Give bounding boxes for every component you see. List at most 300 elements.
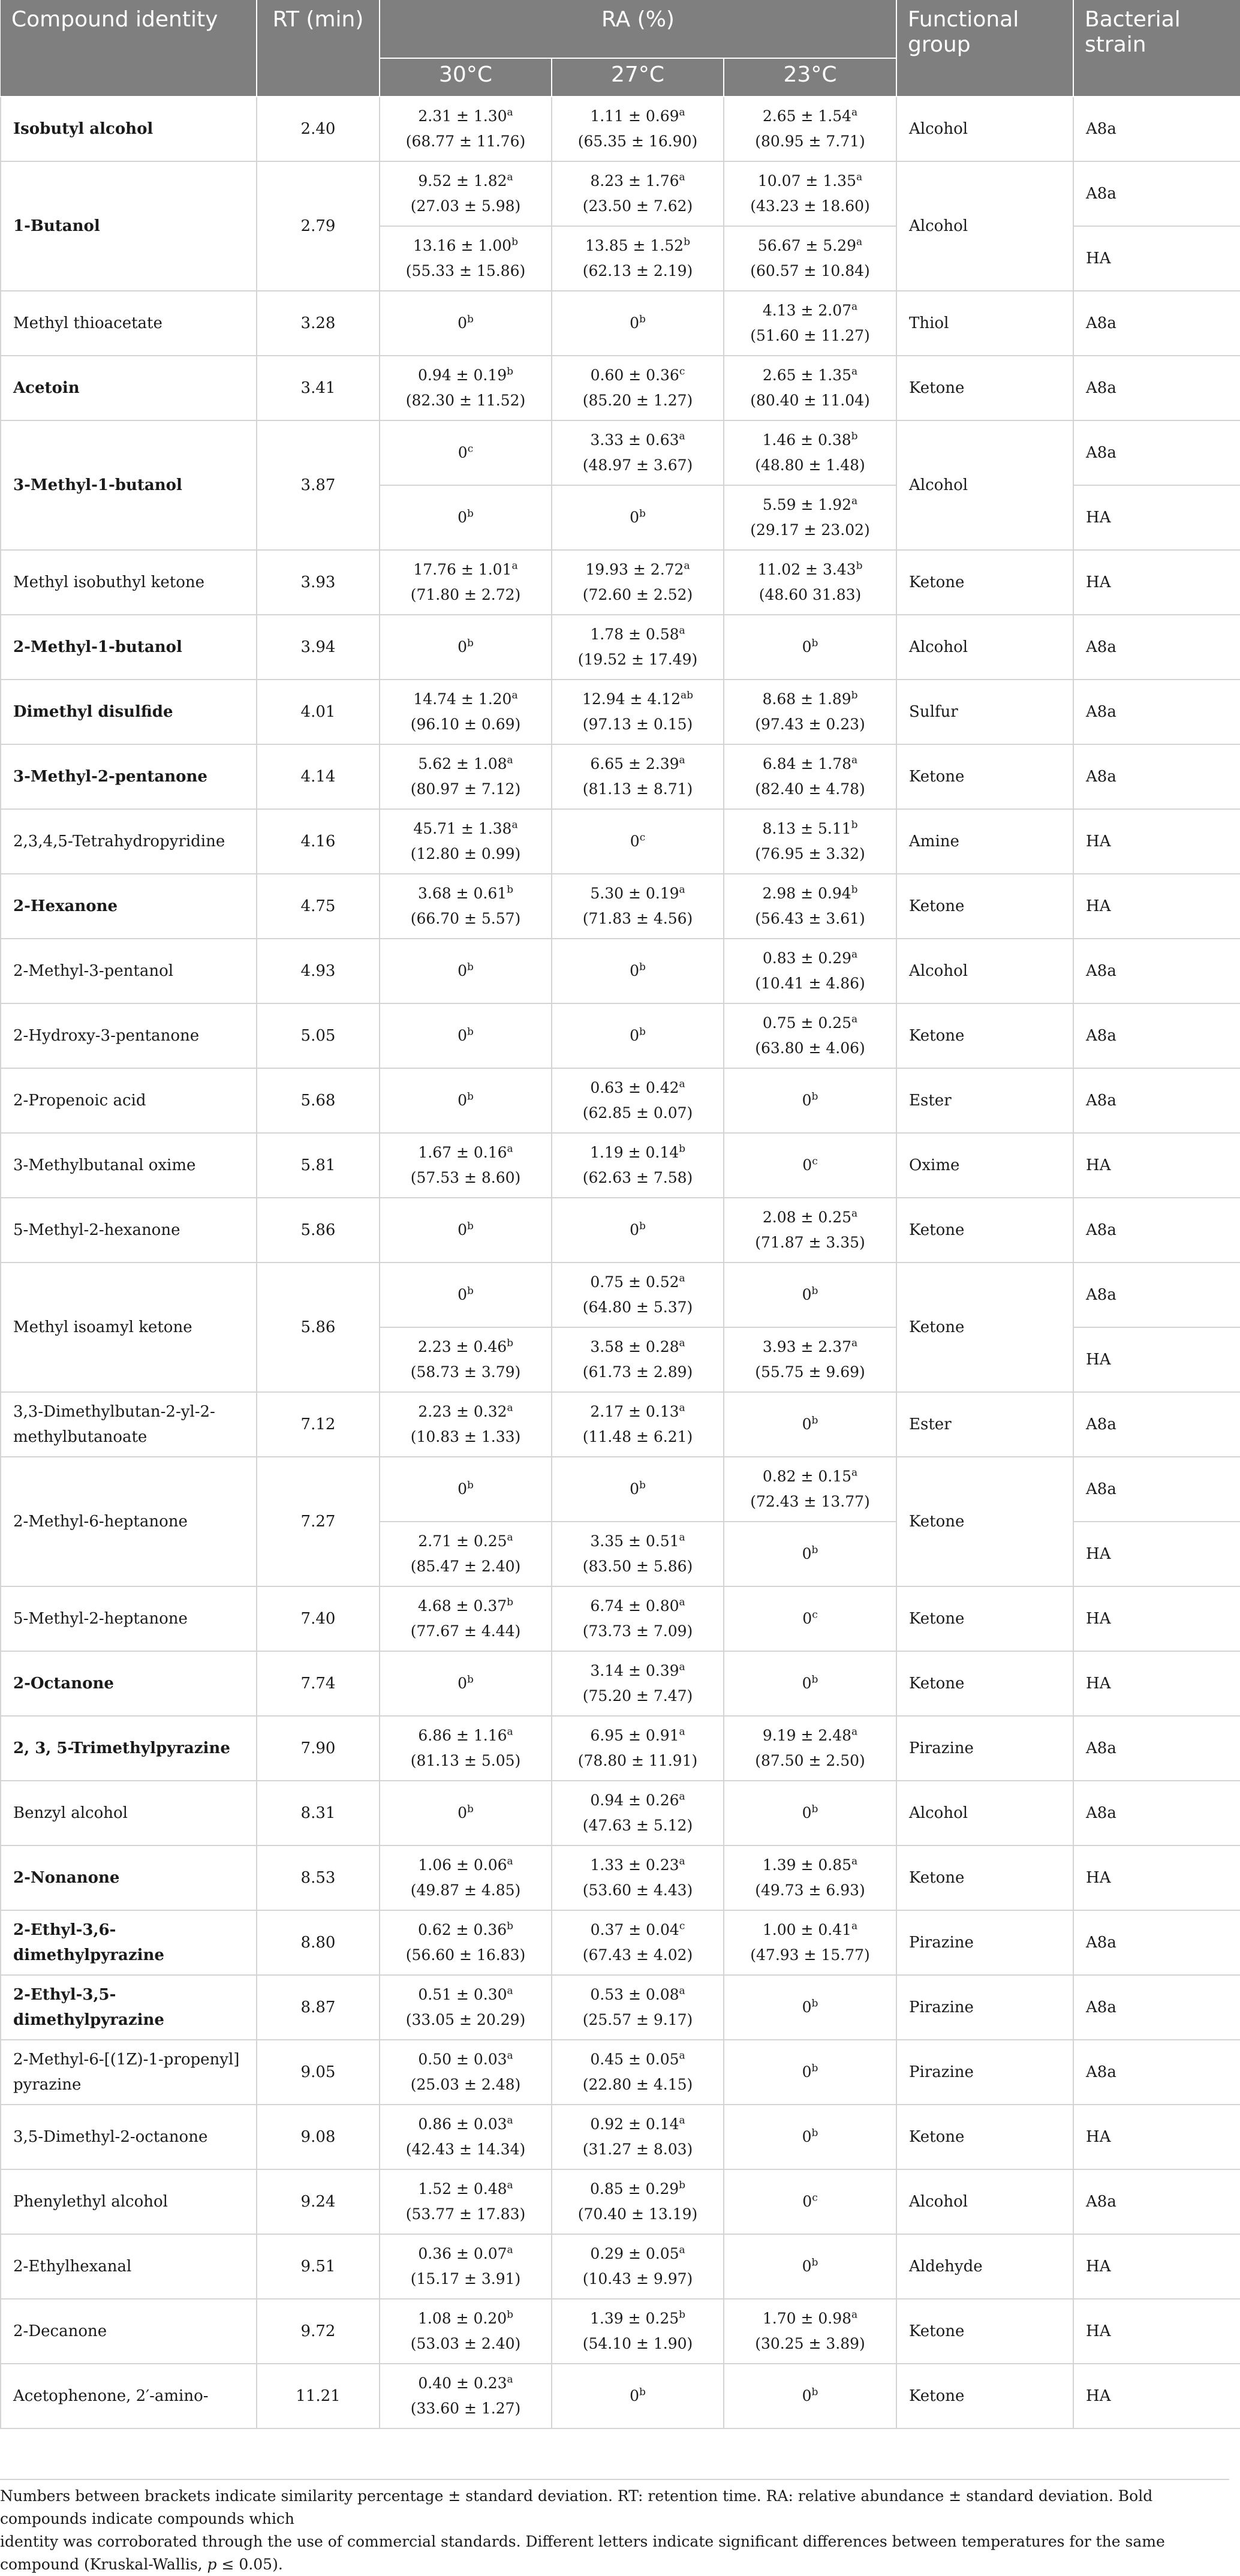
- compound-name: 3-Methyl-2-pentanone: [1, 744, 257, 809]
- ra-mean-value: 1.39 ± 0.25: [589, 2310, 679, 2327]
- ra-mean: [386, 1218, 545, 1243]
- ra-mean-value: 0.82 ± 0.15: [762, 1468, 852, 1485]
- functional-group: Alcohol: [896, 420, 1073, 550]
- retention-time: 11.21: [257, 2364, 380, 2428]
- ra-mean: [386, 816, 545, 841]
- significance-letter: a: [851, 1207, 858, 1220]
- significance-letter: b: [811, 1803, 818, 1815]
- ra-value-23c: [724, 2234, 896, 2299]
- significance-letter: b: [467, 1285, 474, 1297]
- ra-mean-value: 1.67 ± 0.16: [418, 1144, 507, 1161]
- ra-mean-value: 0: [458, 1286, 467, 1303]
- compound-name: 2,3,4,5-Tetrahydropyridine: [1, 809, 257, 874]
- table-row: [1, 1198, 1240, 1263]
- compound-name: 5-Methyl-2-heptanone: [1, 1586, 257, 1651]
- similarity-percentage: (75.20 ± 7.47): [582, 1687, 693, 1705]
- bacterial-strain: A8a: [1073, 1975, 1240, 2040]
- functional-group: Alcohol: [896, 939, 1073, 1003]
- table-row: [1, 615, 1240, 680]
- header-rt: RT (min): [257, 0, 380, 97]
- ra-mean: [386, 2306, 545, 2331]
- ra-mean-value: 0.94 ± 0.19: [417, 366, 507, 384]
- ra-value-23c: [724, 226, 896, 291]
- compound-name: Acetoin: [1, 356, 257, 420]
- functional-group: Ketone: [896, 1263, 1073, 1392]
- ra-mean-value: 0: [802, 1415, 812, 1433]
- ra-mean: [386, 1853, 545, 1878]
- significance-letter: b: [507, 1920, 514, 1932]
- compound-name: Phenylethyl alcohol: [1, 2169, 257, 2234]
- ra-mean-value: 0: [630, 314, 639, 332]
- retention-time: 7.90: [257, 1716, 380, 1781]
- bacterial-strain: HA: [1073, 1133, 1240, 1198]
- ra-value-23c: [724, 1586, 896, 1651]
- significance-letter: a: [507, 2179, 513, 2192]
- significance-letter: b: [851, 883, 858, 896]
- ra-mean-value: 1.39 ± 0.85: [762, 1856, 852, 1874]
- functional-group: Ester: [896, 1392, 1073, 1457]
- functional-group: Amine: [896, 809, 1073, 874]
- ra-mean: [730, 1801, 890, 1826]
- significance-letter: b: [811, 2062, 818, 2075]
- similarity-percentage: (56.43 ± 3.61): [755, 910, 865, 927]
- ra-mean: [558, 2306, 717, 2331]
- significance-letter: b: [507, 1596, 514, 1609]
- ra-mean: [386, 1088, 545, 1113]
- ra-value-23c: [724, 356, 896, 420]
- ra-mean: [730, 2124, 890, 2150]
- similarity-percentage: (82.30 ± 11.52): [405, 392, 526, 409]
- ra-mean: [558, 233, 717, 258]
- ra-mean: [558, 829, 717, 854]
- ra-value-23c: [724, 939, 896, 1003]
- ra-mean-value: 0: [802, 1675, 812, 1692]
- footnote-line-1: Numbers between brackets indicate similarity percentage ± standard deviation. RT: retention time. RA: relative abundance ± standard deviation. Bold compounds indicate compounds which: [0, 2487, 1153, 2527]
- ra-mean: [730, 1205, 890, 1230]
- ra-mean-value: 3.33 ± 0.63: [590, 431, 679, 449]
- retention-time: 8.53: [257, 1845, 380, 1910]
- ra-mean-value: 1.08 ± 0.20: [417, 2310, 507, 2327]
- functional-group: Pirazine: [896, 1910, 1073, 1975]
- functional-group: Ketone: [896, 874, 1073, 939]
- similarity-percentage: (80.97 ± 7.12): [410, 780, 521, 798]
- bacterial-strain: A8a: [1073, 1716, 1240, 1781]
- ra-mean-value: 0: [458, 1804, 467, 1821]
- ra-mean-value: 6.95 ± 0.91: [590, 1727, 679, 1744]
- ra-value-27c: [552, 939, 724, 1003]
- similarity-percentage: (71.87 ± 3.35): [755, 1234, 865, 1251]
- ra-value-23c: [724, 680, 896, 744]
- functional-group: Ketone: [896, 1651, 1073, 1716]
- compound-name: 2-Decanone: [1, 2299, 257, 2364]
- similarity-percentage: (53.60 ± 4.43): [582, 1881, 693, 1899]
- significance-letter: a: [679, 883, 685, 896]
- ra-value-30c: [380, 226, 552, 291]
- significance-letter: a: [851, 1855, 858, 1868]
- significance-letter: c: [812, 2192, 818, 2204]
- ra-mean: [558, 1723, 717, 1748]
- ra-value-30c: [380, 2234, 552, 2299]
- significance-letter: b: [811, 2386, 818, 2398]
- significance-letter: a: [507, 1985, 513, 1997]
- similarity-percentage: (15.17 ± 3.91): [410, 2270, 521, 2288]
- footnote-line-2b: ≤ 0.05).: [216, 2556, 283, 2573]
- significance-letter: b: [811, 2127, 818, 2139]
- significance-letter: c: [679, 365, 685, 378]
- retention-time: 7.40: [257, 1586, 380, 1651]
- table-row: [1, 1263, 1240, 1327]
- bacterial-strain: A8a: [1073, 161, 1240, 226]
- ra-value-23c: [724, 2105, 896, 2169]
- ra-value-23c: [724, 2169, 896, 2234]
- ra-mean-value: 10.07 ± 1.35: [757, 172, 856, 190]
- compound-name: Methyl isoamyl ketone: [1, 1263, 257, 1392]
- table-row: [1, 1716, 1240, 1781]
- ra-mean: [558, 1658, 717, 1684]
- compound-name: 2-Ethyl-3,5-dimethylpyrazine: [1, 1975, 257, 2040]
- significance-letter: a: [507, 171, 513, 184]
- table-row: [1, 1845, 1240, 1910]
- ra-mean: [730, 2306, 890, 2331]
- significance-letter: a: [679, 106, 685, 119]
- significance-letter: a: [851, 948, 858, 961]
- ra-mean-value: 0: [458, 1027, 467, 1044]
- similarity-percentage: (70.40 ± 13.19): [577, 2205, 698, 2223]
- similarity-percentage: (80.40 ± 11.04): [750, 392, 870, 409]
- ra-mean: [730, 2189, 890, 2214]
- functional-group: Ketone: [896, 1845, 1073, 1910]
- ra-mean: [730, 1011, 890, 1036]
- retention-time: 4.14: [257, 744, 380, 809]
- ra-value-30c: [380, 97, 552, 161]
- ra-value-23c: [724, 1198, 896, 1263]
- ra-mean: [730, 2254, 890, 2279]
- bacterial-strain: HA: [1073, 1651, 1240, 1716]
- significance-letter: b: [679, 2309, 686, 2321]
- ra-mean: [558, 1788, 717, 1813]
- ra-mean: [558, 363, 717, 388]
- ra-mean-value: 0.75 ± 0.52: [590, 1273, 679, 1291]
- retention-time: 7.74: [257, 1651, 380, 1716]
- significance-letter: c: [812, 1155, 818, 1168]
- similarity-percentage: (81.13 ± 8.71): [582, 780, 693, 798]
- retention-time: 3.41: [257, 356, 380, 420]
- functional-group: Pirazine: [896, 1975, 1073, 2040]
- header-functional-group: Functional group: [896, 0, 1073, 97]
- compound-name: 3,3-Dimethylbutan-2-yl-2-methylbutanoate: [1, 1392, 257, 1457]
- functional-group: Pirazine: [896, 1716, 1073, 1781]
- compound-name: 2-Methyl-1-butanol: [1, 615, 257, 680]
- ra-mean-value: 2.71 ± 0.25: [418, 1532, 507, 1550]
- ra-value-23c: [724, 1845, 896, 1910]
- similarity-percentage: (62.85 ± 0.07): [582, 1104, 693, 1122]
- ra-mean-value: 8.23 ± 1.76: [590, 172, 679, 190]
- ra-mean-value: 0.92 ± 0.14: [590, 2115, 679, 2133]
- ra-mean-value: 56.67 ± 5.29: [757, 237, 856, 254]
- table-row: [1, 1781, 1240, 1845]
- ra-mean: [558, 1917, 717, 1943]
- ra-mean: [730, 1153, 890, 1178]
- ra-mean: [558, 311, 717, 336]
- ra-mean: [558, 169, 717, 194]
- header-temp-30: 30°C: [380, 58, 552, 97]
- significance-letter: b: [679, 1143, 686, 1155]
- bacterial-strain: A8a: [1073, 1457, 1240, 1522]
- ra-mean-value: 6.84 ± 1.78: [762, 755, 852, 773]
- ra-mean-value: 4.13 ± 2.07: [762, 302, 852, 319]
- ra-mean-value: 0: [458, 314, 467, 332]
- ra-mean-value: 0.86 ± 0.03: [418, 2115, 507, 2133]
- ra-mean-value: 0.75 ± 0.25: [762, 1014, 852, 1032]
- compound-name: 2-Ethylhexanal: [1, 2234, 257, 2299]
- ra-value-30c: [380, 1003, 552, 1068]
- significance-letter: b: [639, 2386, 646, 2398]
- ra-value-30c: [380, 1392, 552, 1457]
- retention-time: 8.80: [257, 1910, 380, 1975]
- ra-mean-value: 0: [802, 2063, 812, 2081]
- bacterial-strain: A8a: [1073, 2040, 1240, 2105]
- ra-value-23c: [724, 1910, 896, 1975]
- ra-mean: [558, 1529, 717, 1554]
- ra-value-30c: [380, 161, 552, 226]
- functional-group: Sulfur: [896, 680, 1073, 744]
- ra-mean-value: 2.98 ± 0.94: [762, 885, 851, 902]
- retention-time: 8.31: [257, 1781, 380, 1845]
- ra-mean: [730, 492, 890, 518]
- significance-letter: ab: [681, 689, 694, 702]
- significance-letter: a: [507, 2049, 513, 2062]
- ra-mean-value: 0.62 ± 0.36: [417, 1921, 507, 1938]
- retention-time: 3.94: [257, 615, 380, 680]
- ra-mean: [386, 1723, 545, 1748]
- ra-mean: [386, 1140, 545, 1165]
- ra-value-30c: [380, 1845, 552, 1910]
- compound-name: Acetophenone, 2′-amino-: [1, 2364, 257, 2428]
- significance-letter: a: [679, 1531, 685, 1544]
- ra-mean-value: 0.36 ± 0.07: [418, 2245, 507, 2262]
- ra-mean: [558, 2241, 717, 2267]
- ra-mean: [386, 2112, 545, 2137]
- table-row: [1, 1910, 1240, 1975]
- ra-mean-value: 0.85 ± 0.29: [589, 2180, 679, 2198]
- ra-value-30c: [380, 356, 552, 420]
- bacterial-strain: A8a: [1073, 1198, 1240, 1263]
- significance-letter: c: [639, 831, 646, 844]
- significance-letter: a: [679, 171, 685, 184]
- ra-value-23c: [724, 550, 896, 615]
- significance-letter: a: [679, 1661, 685, 1673]
- ra-mean: [558, 752, 717, 777]
- functional-group: Ketone: [896, 550, 1073, 615]
- ra-value-30c: [380, 485, 552, 550]
- similarity-percentage: (49.87 ± 4.85): [410, 1881, 521, 1899]
- ra-value-27c: [552, 2169, 724, 2234]
- compound-name: Isobutyl alcohol: [1, 97, 257, 161]
- ra-mean: [730, 1606, 890, 1631]
- ra-value-23c: [724, 1522, 896, 1586]
- ra-mean-value: 2.23 ± 0.46: [417, 1338, 507, 1355]
- ra-mean-value: 3.58 ± 0.28: [590, 1338, 679, 1355]
- ra-value-30c: [380, 939, 552, 1003]
- ra-value-27c: [552, 1003, 724, 1068]
- significance-letter: b: [511, 236, 518, 248]
- similarity-percentage: (23.50 ± 7.62): [582, 197, 693, 215]
- bacterial-strain: A8a: [1073, 356, 1240, 420]
- retention-time: 9.05: [257, 2040, 380, 2105]
- ra-mean-value: 0: [458, 1221, 467, 1239]
- functional-group: Alcohol: [896, 161, 1073, 291]
- significance-letter: a: [856, 236, 863, 248]
- similarity-percentage: (22.80 ± 4.15): [582, 2076, 693, 2093]
- similarity-percentage: (87.50 ± 2.50): [755, 1752, 865, 1769]
- similarity-percentage: (60.57 ± 10.84): [750, 262, 870, 279]
- ra-value-23c: [724, 485, 896, 550]
- ra-value-30c: [380, 615, 552, 680]
- significance-letter: a: [679, 754, 685, 767]
- header-ra: RA (%): [380, 0, 896, 58]
- similarity-percentage: (49.73 ± 6.93): [755, 1881, 865, 1899]
- table-row: [1, 550, 1240, 615]
- significance-letter: b: [467, 1220, 474, 1233]
- ra-mean: [730, 816, 890, 841]
- retention-time: 3.93: [257, 550, 380, 615]
- ra-mean: [730, 363, 890, 388]
- table-row: [1, 356, 1240, 420]
- ra-value-30c: [380, 744, 552, 809]
- ra-mean-value: 0: [802, 1286, 812, 1303]
- ra-mean-value: 4.68 ± 0.37: [417, 1597, 507, 1615]
- ra-mean: [730, 1464, 890, 1489]
- bacterial-strain: A8a: [1073, 1781, 1240, 1845]
- significance-letter: a: [851, 495, 858, 507]
- ra-mean: [558, 1140, 717, 1165]
- bacterial-strain: HA: [1073, 1327, 1240, 1392]
- ra-value-27c: [552, 291, 724, 356]
- ra-value-27c: [552, 615, 724, 680]
- significance-letter: a: [679, 1337, 685, 1349]
- functional-group: Pirazine: [896, 2040, 1073, 2105]
- ra-mean-value: 9.19 ± 2.48: [762, 1727, 852, 1744]
- significance-letter: a: [679, 624, 685, 637]
- similarity-percentage: (48.97 ± 3.67): [582, 456, 693, 474]
- ra-mean: [730, 557, 890, 582]
- ra-mean-value: 0: [630, 509, 639, 526]
- table-row: [1, 2105, 1240, 2169]
- compound-name: Benzyl alcohol: [1, 1781, 257, 1845]
- ra-value-30c: [380, 1327, 552, 1392]
- ra-mean: [730, 687, 890, 712]
- ra-mean-value: 9.52 ± 1.82: [418, 172, 507, 190]
- table-row: [1, 2234, 1240, 2299]
- significance-letter: b: [467, 1479, 474, 1492]
- compound-name: 1-Butanol: [1, 161, 257, 291]
- ra-value-30c: [380, 1068, 552, 1133]
- compound-name: 2-Octanone: [1, 1651, 257, 1716]
- ra-mean-value: 0: [802, 1804, 812, 1821]
- similarity-percentage: (29.17 ± 23.02): [750, 521, 870, 539]
- table-row: [1, 1586, 1240, 1651]
- similarity-percentage: (71.80 ± 2.72): [410, 586, 521, 603]
- ra-mean-value: 0: [630, 832, 640, 850]
- bacterial-strain: A8a: [1073, 420, 1240, 485]
- ra-mean-value: 13.85 ± 1.52: [585, 237, 684, 254]
- ra-mean-value: 1.70 ± 0.98: [762, 2310, 852, 2327]
- table-row: [1, 161, 1240, 226]
- ra-mean-value: 0: [802, 2258, 812, 2275]
- significance-letter: a: [507, 106, 513, 119]
- ra-mean-value: 0: [630, 2387, 639, 2404]
- ra-mean-value: 0: [458, 1092, 467, 1109]
- significance-letter: b: [679, 2179, 686, 2192]
- retention-time: 4.93: [257, 939, 380, 1003]
- ra-value-23c: [724, 2040, 896, 2105]
- table-row: [1, 1457, 1240, 1522]
- table-row: [1, 420, 1240, 485]
- ra-mean-value: 0.83 ± 0.29: [762, 949, 852, 967]
- ra-mean: [386, 1671, 545, 1696]
- ra-mean-value: 6.86 ± 1.16: [418, 1727, 507, 1744]
- ra-mean: [558, 505, 717, 530]
- similarity-percentage: (33.60 ± 1.27): [410, 2400, 521, 2417]
- ra-mean: [386, 752, 545, 777]
- table-row: [1, 1975, 1240, 2040]
- ra-mean-value: 1.06 ± 0.06: [418, 1856, 507, 1874]
- ra-mean: [558, 1218, 717, 1243]
- significance-letter: a: [679, 1985, 685, 1997]
- ra-mean-value: 0: [630, 1027, 639, 1044]
- ra-mean: [386, 557, 545, 582]
- ra-mean-value: 0: [802, 1998, 812, 2016]
- ra-mean: [730, 1995, 890, 2020]
- bacterial-strain: HA: [1073, 2364, 1240, 2428]
- ra-mean: [386, 311, 545, 336]
- ra-mean-value: 14.74 ± 1.20: [413, 690, 512, 708]
- ra-mean-value: 0.63 ± 0.42: [590, 1079, 679, 1096]
- ra-mean-value: 6.65 ± 2.39: [590, 755, 679, 773]
- significance-letter: b: [811, 1414, 818, 1427]
- table-row: [1, 939, 1240, 1003]
- similarity-percentage: (97.43 ± 0.23): [755, 716, 865, 733]
- ra-mean-value: 8.13 ± 5.11: [762, 820, 851, 837]
- similarity-percentage: (42.43 ± 14.34): [405, 2141, 526, 2158]
- table-row: [1, 680, 1240, 744]
- retention-time: 2.40: [257, 97, 380, 161]
- ra-value-23c: [724, 1068, 896, 1133]
- table-row: [1, 2364, 1240, 2428]
- significance-letter: a: [851, 1466, 858, 1479]
- ra-value-30c: [380, 1651, 552, 1716]
- bacterial-strain: A8a: [1073, 1910, 1240, 1975]
- significance-letter: a: [856, 171, 863, 184]
- functional-group: Ketone: [896, 1198, 1073, 1263]
- similarity-percentage: (63.80 ± 4.06): [755, 1039, 865, 1057]
- ra-value-30c: [380, 2105, 552, 2169]
- ra-value-27c: [552, 744, 724, 809]
- compound-name: 2-Hexanone: [1, 874, 257, 939]
- significance-letter: b: [467, 1673, 474, 1686]
- significance-letter: b: [851, 819, 858, 831]
- functional-group: Alcohol: [896, 1781, 1073, 1845]
- significance-letter: b: [467, 507, 474, 520]
- ra-value-23c: [724, 161, 896, 226]
- retention-time: 5.86: [257, 1198, 380, 1263]
- table-row: [1, 1068, 1240, 1133]
- ra-mean-value: 0.94 ± 0.26: [590, 1792, 679, 1809]
- ra-value-30c: [380, 1716, 552, 1781]
- ra-mean: [558, 1399, 717, 1424]
- functional-group: Ketone: [896, 1586, 1073, 1651]
- ra-value-27c: [552, 1392, 724, 1457]
